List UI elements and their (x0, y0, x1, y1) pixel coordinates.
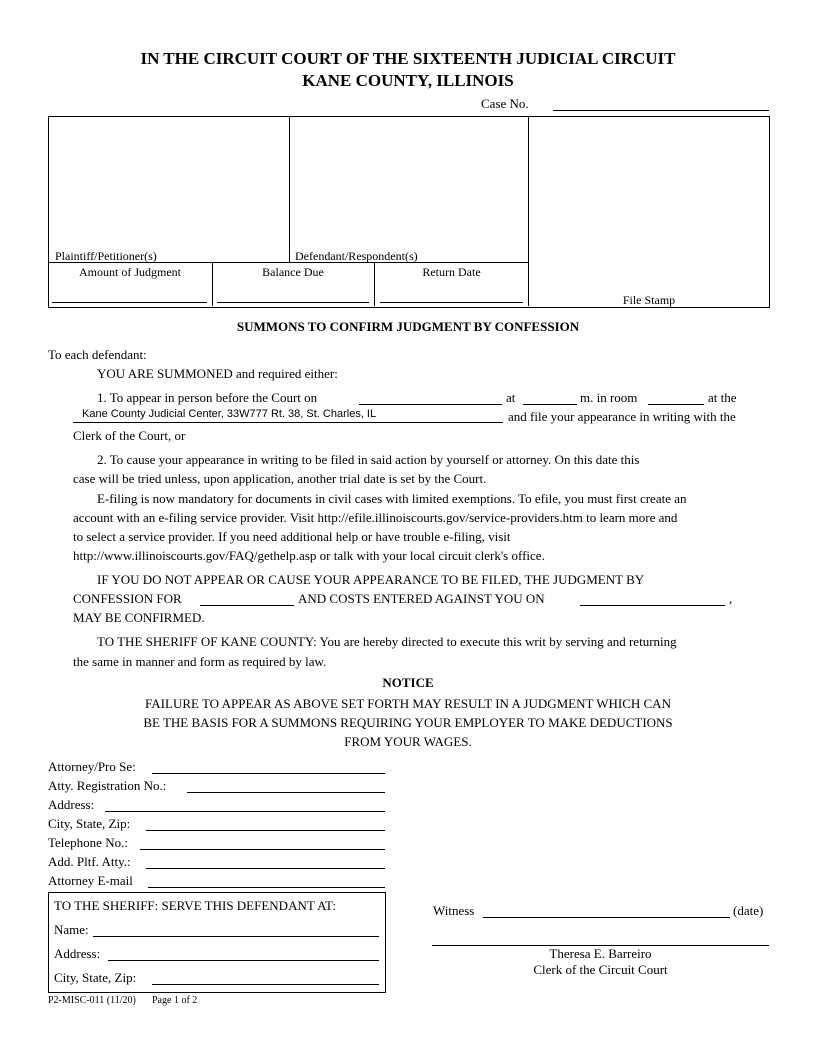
file-appearance-text: and file your appearance in writing with the (508, 409, 736, 424)
return-date-field[interactable] (380, 288, 523, 303)
address-field[interactable] (105, 797, 385, 812)
court-title: IN THE CIRCUIT COURT OF THE SIXTEENTH JUDICIAL CIRCUIT (140, 49, 676, 68)
return-date-label: Return Date (422, 265, 481, 279)
balance-due-label: Balance Due (262, 265, 324, 279)
entered-date-field[interactable] (580, 591, 725, 606)
attorney-email-label: Attorney E-mail (48, 873, 133, 888)
address-label: Address: (48, 797, 95, 812)
efile-line2: account with an e-filing service provider. Visit http://efile.illinoiscourts.gov/service-providers.htm to learn more and (73, 510, 678, 525)
amount-judgment-label: Amount of Judgment (79, 265, 181, 279)
plaintiff-label: Plaintiff/Petitioner(s) (55, 249, 157, 263)
sheriff-line2: the same in manner and form as required by law. (73, 654, 327, 669)
sheriff-line1: TO THE SHERIFF OF KANE COUNTY: You are hereby directed to execute this writ by serving and returning (97, 634, 677, 649)
to-each-defendant: To each defendant: (48, 347, 147, 362)
serve-address-label: Address: (54, 946, 101, 961)
serve-city-field[interactable] (152, 970, 379, 985)
item2-line2: case will be tried unless, upon application, another trial date is set by the Court. (73, 471, 487, 486)
atty-registration-label: Atty. Registration No.: (48, 778, 167, 793)
room-field[interactable] (648, 390, 704, 405)
add-pltf-atty-field[interactable] (146, 854, 385, 869)
clerk-title: Clerk of the Circuit Court (533, 962, 668, 977)
fail-line2b: AND COSTS ENTERED AGAINST YOU ON (298, 591, 545, 606)
item2-line1: 2. To cause your appearance in writing to be filed in said action by yourself or attorney. On this date this (97, 452, 640, 467)
defendant-label: Defendant/Respondent(s) (295, 249, 418, 263)
divider (289, 116, 290, 262)
serve-name-label: Name: (54, 922, 89, 937)
attorney-pro-se-label: Attorney/Pro Se: (48, 759, 136, 774)
city-state-zip-label: City, State, Zip: (48, 816, 131, 831)
time-field[interactable] (523, 390, 577, 405)
serve-box-title: TO THE SHERIFF: SERVE THIS DEFENDANT AT: (54, 898, 336, 913)
telephone-field[interactable] (140, 835, 385, 850)
notice-heading: NOTICE (382, 675, 434, 690)
page-number: Page 1 of 2 (152, 995, 198, 1006)
county-title: KANE COUNTY, ILLINOIS (302, 71, 514, 90)
appear-date-field[interactable] (359, 390, 502, 405)
notice-line2: BE THE BASIS FOR A SUMMONS REQUIRING YOUR EMPLOYER TO MAKE DEDUCTIONS (143, 715, 673, 730)
fail-line1: IF YOU DO NOT APPEAR OR CAUSE YOUR APPEARANCE TO BE FILED, THE JUDGMENT BY (97, 572, 645, 587)
summoned-text: YOU ARE SUMMONED and required either: (97, 366, 338, 381)
location-value: Kane County Judicial Center, 33W777 Rt. 38, St. Charles, IL (82, 408, 377, 420)
notice-line3: FROM YOUR WAGES. (344, 734, 472, 749)
efile-line4: http://www.illinoiscourts.gov/FAQ/gethelp.asp or talk with your local circuit clerk's office. (73, 548, 545, 563)
attorney-pro-se-field[interactable] (152, 759, 385, 774)
at-the-label: at the (708, 390, 737, 405)
serve-city-label: City, State, Zip: (54, 970, 137, 985)
room-label: m. in room (580, 390, 638, 405)
fail-line2a: CONFESSION FOR (73, 591, 182, 606)
serve-name-field[interactable] (93, 922, 379, 937)
witness-label: Witness (433, 903, 475, 918)
city-state-zip-field[interactable] (146, 816, 385, 831)
at-label: at (506, 390, 516, 405)
case-no-label: Case No. (481, 96, 529, 111)
add-pltf-atty-label: Add. Pltf. Atty.: (48, 854, 131, 869)
item1-text: 1. To appear in person before the Court on (97, 390, 318, 405)
amount-judgment-field[interactable] (52, 288, 207, 303)
telephone-label: Telephone No.: (48, 835, 128, 850)
atty-registration-field[interactable] (187, 778, 385, 793)
summons-heading: SUMMONS TO CONFIRM JUDGMENT BY CONFESSION (236, 319, 580, 334)
serve-address-field[interactable] (108, 946, 379, 961)
file-stamp-label: File Stamp (622, 293, 676, 307)
witness-date-field[interactable] (483, 903, 730, 918)
efile-line3: to select a service provider. If you need additional help or have trouble e-filing, visit (73, 529, 511, 544)
confession-amount-field[interactable] (200, 591, 294, 606)
case-no-field[interactable] (553, 96, 769, 111)
efile-line1: E-filing is now mandatory for documents in civil cases with limited exemptions. To efile, you must first create an (97, 491, 687, 506)
date-label: (date) (733, 903, 764, 918)
clerk-text: Clerk of the Court, or (73, 428, 186, 443)
clerk-name: Theresa E. Barreiro (549, 946, 652, 961)
balance-due-field[interactable] (217, 288, 369, 303)
form-number: P2-MISC-011 (11/20) (48, 995, 136, 1006)
fail-comma: , (729, 591, 733, 606)
notice-line1: FAILURE TO APPEAR AS ABOVE SET FORTH MAY RESULT IN A JUDGMENT WHICH CAN (145, 696, 671, 711)
attorney-email-field[interactable] (148, 873, 385, 888)
fail-line3: MAY BE CONFIRMED. (73, 610, 205, 625)
